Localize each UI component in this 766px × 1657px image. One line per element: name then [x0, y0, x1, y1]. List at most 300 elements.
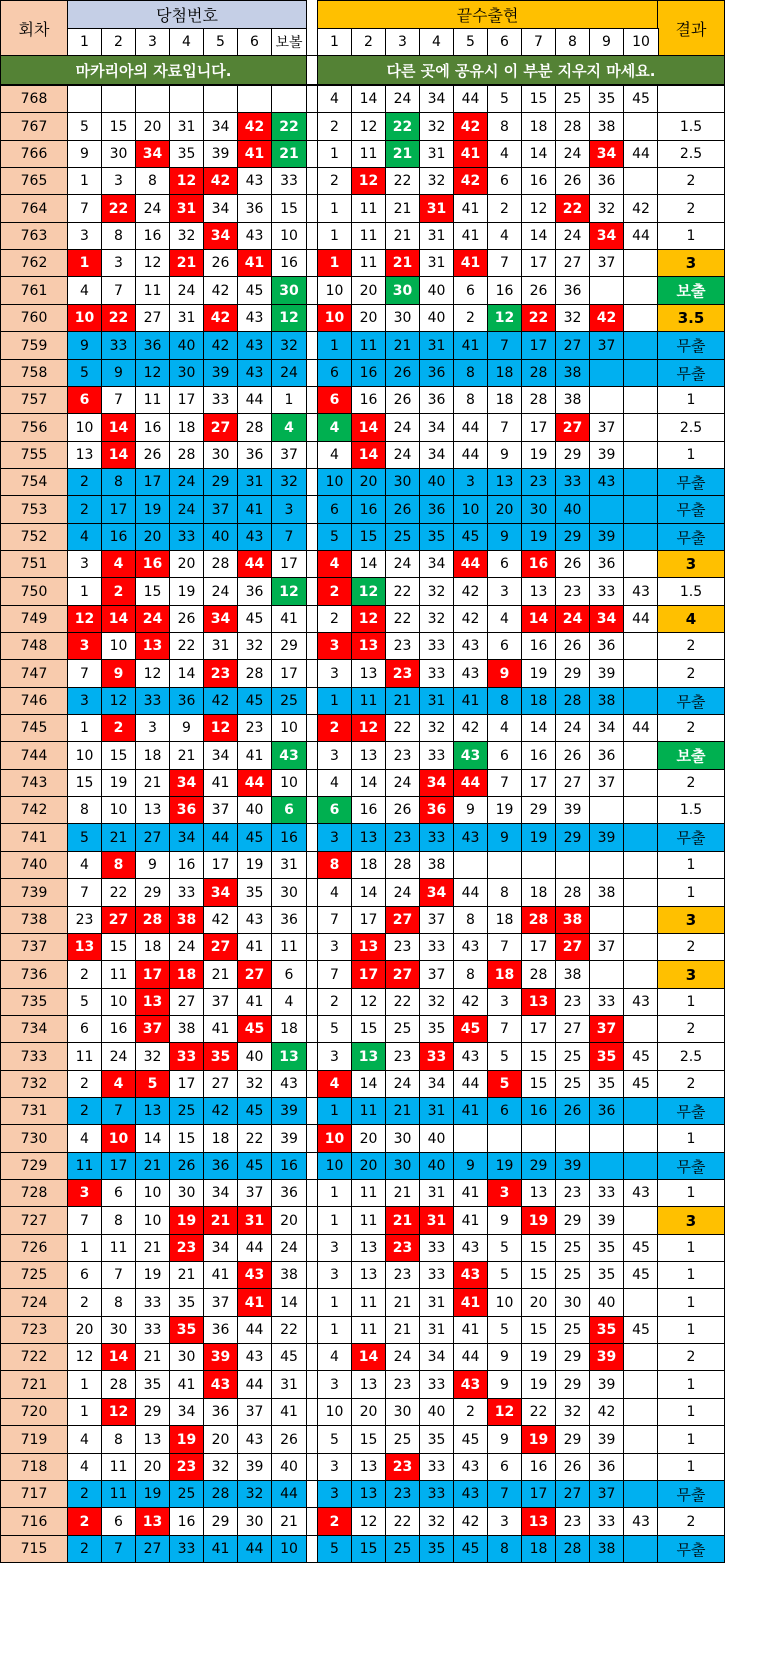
- ending-number-cell: 44: [453, 85, 488, 113]
- winning-number-cell: 12: [203, 714, 238, 742]
- ending-number-cell: 31: [419, 249, 454, 277]
- ending-number-cell: 17: [521, 769, 556, 797]
- ending-number-cell: 3: [487, 1179, 522, 1207]
- winning-number-cell: 36: [237, 577, 272, 606]
- ending-number-cell: 37: [589, 249, 624, 277]
- ending-number-cell: 16: [487, 276, 522, 305]
- ending-number-cell: [555, 851, 590, 879]
- ending-number-cell: 26: [385, 359, 420, 387]
- winning-number-cell: 44: [237, 1234, 272, 1262]
- bonus-number-cell: 25: [271, 687, 307, 715]
- ending-col-header: 7: [521, 28, 556, 56]
- winning-number-cell: 45: [237, 1152, 272, 1180]
- ending-number-cell: 44: [623, 605, 659, 633]
- ending-number-cell: 44: [453, 413, 488, 442]
- ending-number-cell: [623, 1480, 659, 1508]
- ending-number-cell: 25: [555, 1261, 590, 1289]
- winning-number-cell: 34: [203, 1179, 238, 1207]
- ending-number-cell: 4: [317, 1343, 352, 1371]
- winning-number-cell: 43: [237, 523, 272, 551]
- winning-number-cell: 33: [101, 331, 136, 360]
- winning-number-cell: 13: [67, 441, 102, 469]
- ending-number-cell: 11: [351, 1206, 386, 1235]
- winning-number-cell: 8: [101, 222, 136, 250]
- ending-number-cell: 44: [623, 714, 659, 742]
- ending-number-cell: 33: [419, 741, 454, 770]
- winning-number-cell: 40: [237, 1042, 272, 1071]
- ending-number-cell: 7: [487, 1015, 522, 1043]
- winning-number-cell: 30: [101, 1316, 136, 1344]
- winning-number-cell: 6: [101, 1179, 136, 1207]
- ending-number-cell: 4: [487, 605, 522, 633]
- ending-number-cell: 34: [419, 413, 454, 442]
- ending-number-cell: [623, 359, 659, 387]
- ending-number-cell: 33: [419, 632, 454, 660]
- ending-number-cell: 34: [589, 605, 624, 633]
- winning-number-cell: 11: [101, 1234, 136, 1262]
- ending-number-cell: 31: [419, 222, 454, 250]
- ending-number-cell: 12: [351, 714, 386, 742]
- result-cell: 무출: [657, 331, 725, 360]
- ending-col-header: 4: [419, 28, 454, 56]
- ending-number-cell: [623, 796, 659, 824]
- winning-number-cell: 24: [135, 605, 170, 633]
- ending-number-cell: 3: [487, 988, 522, 1016]
- ending-number-cell: 45: [623, 1042, 659, 1071]
- ending-number-cell: 33: [589, 577, 624, 606]
- ending-number-cell: [623, 523, 659, 551]
- ending-number-cell: 2: [453, 304, 488, 332]
- winning-number-cell: 42: [203, 304, 238, 332]
- round-number: 756: [0, 413, 68, 442]
- round-number: 716: [0, 1507, 68, 1536]
- result-cell: 3: [657, 1206, 725, 1235]
- ending-number-cell: 36: [419, 359, 454, 387]
- result-cell: 2: [657, 933, 725, 961]
- result-cell: 1: [657, 878, 725, 907]
- winning-number-cell: 6: [67, 1015, 102, 1043]
- ending-number-cell: 36: [419, 495, 454, 524]
- ending-number-cell: 28: [555, 1535, 590, 1563]
- bonus-number-cell: 37: [271, 441, 307, 469]
- ending-col-header: 1: [317, 28, 352, 56]
- ending-number-cell: 36: [589, 167, 624, 195]
- winning-number-cell: 30: [169, 359, 204, 387]
- ending-number-cell: 6: [487, 550, 522, 578]
- ending-number-cell: 19: [521, 441, 556, 469]
- winning-number-cell: 8: [135, 167, 170, 195]
- winning-number-cell: 16: [169, 1507, 204, 1536]
- ending-number-cell: 13: [487, 468, 522, 496]
- ending-number-cell: 22: [385, 1507, 420, 1536]
- ending-number-cell: 34: [419, 550, 454, 578]
- ending-number-cell: 18: [487, 906, 522, 934]
- ending-number-cell: 14: [521, 222, 556, 250]
- ending-number-cell: 7: [317, 906, 352, 934]
- winning-number-cell: 19: [237, 851, 272, 879]
- ending-number-cell: 25: [555, 1070, 590, 1098]
- ending-number-cell: 5: [487, 85, 522, 113]
- ending-number-cell: 8: [453, 359, 488, 387]
- ending-number-cell: 38: [419, 851, 454, 879]
- ending-number-cell: 40: [419, 468, 454, 496]
- bonus-number-cell: 7: [271, 523, 307, 551]
- ending-number-cell: 17: [521, 249, 556, 277]
- winning-number-cell: 12: [135, 659, 170, 688]
- winning-col-header: 5: [203, 28, 238, 56]
- winning-number-cell: 33: [169, 523, 204, 551]
- ending-number-cell: 22: [385, 167, 420, 195]
- bonus-number-cell: 6: [271, 960, 307, 989]
- winning-number-cell: 26: [169, 605, 204, 633]
- winning-number-cell: 2: [67, 1507, 102, 1536]
- ending-number-cell: 2: [453, 1398, 488, 1426]
- winning-number-cell: 3: [67, 222, 102, 250]
- ending-number-cell: 44: [453, 550, 488, 578]
- winning-number-cell: 16: [101, 1015, 136, 1043]
- bonus-number-cell: 39: [271, 1124, 307, 1153]
- winning-number-cell: 41: [203, 1015, 238, 1043]
- ending-number-cell: 9: [453, 796, 488, 824]
- winning-number-cell: 2: [67, 468, 102, 496]
- ending-number-cell: 27: [555, 249, 590, 277]
- bonus-number-cell: 4: [271, 988, 307, 1016]
- ending-number-cell: 22: [521, 304, 556, 332]
- ending-number-cell: 14: [351, 878, 386, 907]
- ending-number-cell: [623, 249, 659, 277]
- round-number: 720: [0, 1398, 68, 1426]
- winning-number-cell: 13: [135, 1425, 170, 1454]
- ending-number-cell: 39: [589, 1370, 624, 1399]
- ending-number-cell: 22: [385, 112, 420, 141]
- winning-col-header: 3: [135, 28, 170, 56]
- ending-number-cell: 33: [589, 1507, 624, 1536]
- winning-number-cell: 35: [237, 878, 272, 907]
- result-cell: 2: [657, 659, 725, 688]
- ending-number-cell: 22: [521, 1398, 556, 1426]
- winning-number-cell: 35: [169, 1288, 204, 1317]
- ending-number-cell: 34: [419, 85, 454, 113]
- ending-number-cell: 9: [487, 1343, 522, 1371]
- ending-number-cell: 24: [555, 222, 590, 250]
- winning-number-cell: 24: [169, 276, 204, 305]
- round-number: 724: [0, 1288, 68, 1317]
- winning-number-cell: 31: [169, 194, 204, 223]
- winning-number-cell: 3: [67, 632, 102, 660]
- winning-number-cell: 23: [169, 1453, 204, 1481]
- ending-number-cell: 23: [555, 988, 590, 1016]
- ending-number-cell: 5: [487, 1234, 522, 1262]
- bonus-number-cell: 20: [271, 1206, 307, 1235]
- winning-number-cell: 32: [169, 222, 204, 250]
- ending-number-cell: 20: [351, 1398, 386, 1426]
- ending-number-cell: 38: [589, 112, 624, 141]
- ending-number-cell: 24: [555, 140, 590, 168]
- winning-number-cell: 36: [135, 331, 170, 360]
- winning-number-cell: 35: [135, 1370, 170, 1399]
- ending-number-cell: 38: [589, 1535, 624, 1563]
- ending-number-cell: 16: [351, 359, 386, 387]
- ending-number-cell: 16: [351, 495, 386, 524]
- winning-number-cell: 28: [169, 441, 204, 469]
- ending-number-cell: 15: [351, 523, 386, 551]
- winning-number-cell: 14: [101, 413, 136, 442]
- ending-number-cell: 41: [453, 222, 488, 250]
- winning-number-cell: [203, 85, 238, 113]
- winning-number-cell: 16: [135, 550, 170, 578]
- winning-number-cell: 32: [135, 1042, 170, 1071]
- bonus-number-cell: 40: [271, 1453, 307, 1481]
- winning-number-cell: 7: [67, 194, 102, 223]
- winning-number-cell: 27: [135, 823, 170, 852]
- ending-number-cell: 2: [317, 1507, 352, 1536]
- ending-number-cell: 23: [385, 659, 420, 688]
- ending-number-cell: 9: [487, 1206, 522, 1235]
- winning-number-cell: 1: [67, 1398, 102, 1426]
- ending-number-cell: [623, 1370, 659, 1399]
- ending-number-cell: 33: [419, 1042, 454, 1071]
- winning-number-cell: 1: [67, 249, 102, 277]
- round-number: 736: [0, 960, 68, 989]
- round-number: 766: [0, 140, 68, 168]
- winning-number-cell: 41: [237, 140, 272, 168]
- winning-number-cell: 7: [67, 878, 102, 907]
- winning-number-cell: 45: [237, 276, 272, 305]
- winning-number-cell: 4: [101, 1070, 136, 1098]
- ending-number-cell: 13: [351, 1261, 386, 1289]
- winning-number-cell: 28: [237, 413, 272, 442]
- ending-number-cell: 9: [487, 659, 522, 688]
- ending-number-cell: 3: [317, 659, 352, 688]
- ending-number-cell: 35: [419, 1535, 454, 1563]
- winning-number-cell: 4: [67, 276, 102, 305]
- ending-col-header: 8: [555, 28, 590, 56]
- winning-number-cell: 36: [237, 441, 272, 469]
- ending-number-cell: 15: [521, 1042, 556, 1071]
- ending-col-header: 6: [487, 28, 522, 56]
- winning-number-cell: 19: [169, 1206, 204, 1235]
- winning-number-cell: 22: [237, 1124, 272, 1153]
- ending-number-cell: 20: [521, 1288, 556, 1317]
- ending-number-cell: 32: [555, 304, 590, 332]
- winning-number-cell: 1: [67, 1234, 102, 1262]
- ending-number-cell: 15: [521, 1234, 556, 1262]
- winning-number-cell: 32: [237, 1480, 272, 1508]
- ending-number-cell: 15: [351, 1015, 386, 1043]
- ending-number-cell: 24: [385, 441, 420, 469]
- winning-number-cell: 43: [203, 1370, 238, 1399]
- bonus-number-cell: 41: [271, 1398, 307, 1426]
- winning-number-cell: 12: [135, 359, 170, 387]
- winning-number-cell: 22: [101, 304, 136, 332]
- round-number: 759: [0, 331, 68, 360]
- winning-number-cell: 27: [135, 304, 170, 332]
- ending-number-cell: 42: [589, 1398, 624, 1426]
- ending-number-cell: 12: [351, 1507, 386, 1536]
- winning-number-cell: 26: [169, 1152, 204, 1180]
- ending-number-cell: 11: [351, 194, 386, 223]
- winning-number-cell: 21: [135, 1152, 170, 1180]
- ending-number-cell: 15: [351, 1535, 386, 1563]
- winning-number-cell: 37: [237, 1398, 272, 1426]
- ending-number-cell: 43: [453, 1042, 488, 1071]
- winning-number-cell: 20: [135, 112, 170, 141]
- winning-number-cell: 18: [135, 741, 170, 770]
- bonus-number-cell: 32: [271, 468, 307, 496]
- ending-number-cell: 43: [623, 988, 659, 1016]
- ending-number-cell: 28: [385, 851, 420, 879]
- winning-number-cell: 29: [203, 468, 238, 496]
- ending-number-cell: 37: [589, 769, 624, 797]
- ending-number-cell: 28: [555, 112, 590, 141]
- winning-number-cell: 14: [169, 659, 204, 688]
- ending-number-cell: 41: [453, 1206, 488, 1235]
- winning-number-cell: 11: [135, 276, 170, 305]
- ending-number-cell: 35: [589, 1261, 624, 1289]
- ending-number-cell: 3: [317, 933, 352, 961]
- winning-number-cell: 1: [67, 577, 102, 606]
- winning-number-cell: 5: [67, 823, 102, 852]
- ending-number-cell: 31: [419, 331, 454, 360]
- winning-number-cell: 12: [101, 687, 136, 715]
- winning-number-cell: 10: [101, 632, 136, 660]
- winning-number-cell: 43: [237, 1425, 272, 1454]
- result-cell: 3.5: [657, 304, 725, 332]
- bonus-number-cell: 29: [271, 632, 307, 660]
- winning-number-cell: [135, 85, 170, 113]
- result-cell: 2: [657, 769, 725, 797]
- ending-number-cell: [453, 1124, 488, 1153]
- ending-number-cell: 33: [589, 988, 624, 1016]
- ending-number-cell: [623, 386, 659, 414]
- winning-number-cell: 2: [101, 577, 136, 606]
- ending-number-cell: [521, 851, 556, 879]
- ending-number-cell: 13: [351, 659, 386, 688]
- winning-number-cell: 28: [101, 1370, 136, 1399]
- winning-number-cell: 21: [169, 249, 204, 277]
- result-cell: 1: [657, 988, 725, 1016]
- ending-number-cell: 6: [487, 632, 522, 660]
- winning-number-cell: 41: [237, 495, 272, 524]
- ending-number-cell: [623, 468, 659, 496]
- winning-number-cell: 30: [169, 1179, 204, 1207]
- ending-number-cell: 21: [385, 687, 420, 715]
- bonus-number-cell: 22: [271, 1316, 307, 1344]
- result-cell: 2.5: [657, 413, 725, 442]
- winning-number-cell: 9: [101, 659, 136, 688]
- ending-number-cell: 45: [623, 85, 659, 113]
- ending-number-cell: 10: [317, 1398, 352, 1426]
- result-cell: 3: [657, 906, 725, 934]
- winning-number-cell: 41: [237, 988, 272, 1016]
- ending-number-cell: 16: [521, 741, 556, 770]
- ending-number-cell: 35: [419, 523, 454, 551]
- result-cell: 2: [657, 194, 725, 223]
- round-number: 721: [0, 1370, 68, 1399]
- ending-number-cell: 37: [419, 906, 454, 934]
- ending-number-cell: 7: [317, 960, 352, 989]
- winning-number-cell: 4: [101, 550, 136, 578]
- winning-number-cell: 2: [67, 495, 102, 524]
- ending-number-cell: 19: [521, 823, 556, 852]
- ending-number-cell: 10: [317, 1124, 352, 1153]
- ending-number-cell: 28: [521, 906, 556, 934]
- winning-number-cell: 6: [67, 1261, 102, 1289]
- ending-number-cell: 8: [487, 1535, 522, 1563]
- round-number: 727: [0, 1206, 68, 1235]
- ending-number-cell: 44: [623, 222, 659, 250]
- ending-number-cell: 1: [317, 1179, 352, 1207]
- winning-number-cell: 37: [203, 796, 238, 824]
- winning-number-cell: 6: [67, 386, 102, 414]
- ending-number-cell: 23: [555, 1507, 590, 1536]
- ending-number-cell: 33: [589, 1179, 624, 1207]
- ending-number-cell: 33: [419, 823, 454, 852]
- ending-number-cell: 12: [487, 304, 522, 332]
- winning-number-cell: 19: [169, 577, 204, 606]
- winning-number-cell: 27: [203, 413, 238, 442]
- ending-number-cell: 11: [351, 1097, 386, 1125]
- ending-number-cell: 11: [351, 249, 386, 277]
- ending-number-cell: 24: [385, 85, 420, 113]
- winning-number-cell: 28: [237, 659, 272, 688]
- winning-number-cell: 21: [101, 823, 136, 852]
- winning-number-cell: 28: [203, 1480, 238, 1508]
- winning-number-cell: 35: [169, 140, 204, 168]
- ending-number-cell: 26: [385, 796, 420, 824]
- winning-number-cell: 43: [237, 906, 272, 934]
- result-cell: 1: [657, 851, 725, 879]
- result-cell: 2: [657, 632, 725, 660]
- ending-number-cell: 45: [623, 1261, 659, 1289]
- winning-number-cell: 23: [203, 659, 238, 688]
- winning-number-cell: 44: [237, 550, 272, 578]
- ending-number-cell: 10: [317, 276, 352, 305]
- result-cell: 무출: [657, 495, 725, 524]
- winning-number-cell: 10: [67, 413, 102, 442]
- winning-number-cell: 33: [135, 687, 170, 715]
- ending-number-cell: 7: [487, 331, 522, 360]
- result-cell: 1: [657, 1234, 725, 1262]
- winning-number-cell: 31: [169, 112, 204, 141]
- winning-number-cell: 17: [135, 468, 170, 496]
- bonus-number-cell: 36: [271, 1179, 307, 1207]
- winning-number-cell: 29: [135, 1398, 170, 1426]
- ending-number-cell: 26: [385, 386, 420, 414]
- ending-number-cell: 21: [385, 1179, 420, 1207]
- ending-number-cell: 39: [589, 523, 624, 551]
- ending-number-cell: 6: [317, 796, 352, 824]
- ending-number-cell: 19: [487, 1152, 522, 1180]
- ending-number-cell: 23: [385, 1261, 420, 1289]
- ending-number-cell: 31: [419, 1097, 454, 1125]
- ending-number-cell: 43: [589, 468, 624, 496]
- ending-number-cell: 40: [555, 495, 590, 524]
- winning-number-cell: 13: [135, 632, 170, 660]
- ending-number-cell: 21: [385, 1288, 420, 1317]
- winning-number-cell: 34: [169, 1398, 204, 1426]
- winning-number-cell: 26: [135, 441, 170, 469]
- round-number: 752: [0, 523, 68, 551]
- result-header: 결과: [657, 0, 725, 56]
- ending-number-cell: 27: [555, 413, 590, 442]
- round-number: 733: [0, 1042, 68, 1071]
- ending-number-cell: 4: [317, 441, 352, 469]
- ending-number-cell: 27: [555, 1015, 590, 1043]
- ending-number-cell: 44: [623, 140, 659, 168]
- result-cell: 무출: [657, 1097, 725, 1125]
- ending-number-cell: 5: [487, 1042, 522, 1071]
